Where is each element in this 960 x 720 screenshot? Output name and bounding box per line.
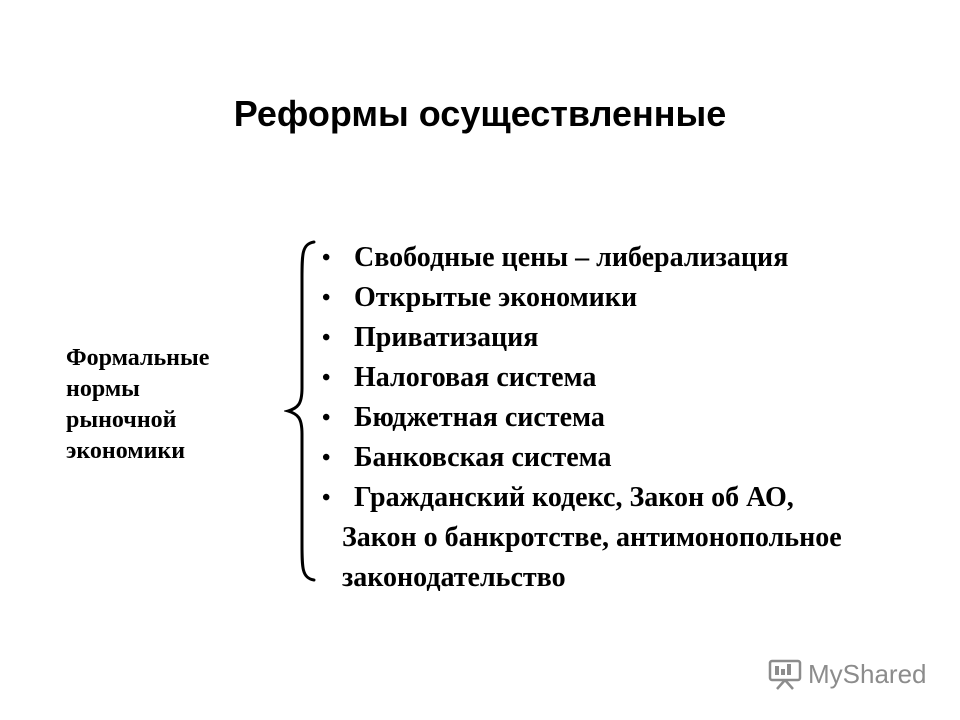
left-label [66, 343, 266, 467]
left-label-line: Формальные [66, 345, 210, 371]
list-item [318, 358, 948, 398]
list-item [318, 278, 948, 318]
list-item [318, 238, 948, 278]
list-item-text: Банковская система [354, 442, 612, 473]
list-item-text: Приватизация [354, 322, 539, 353]
list-item-text: Бюджетная система [354, 402, 605, 433]
watermark[interactable] [768, 656, 927, 692]
left-label-line: рыночной [66, 407, 177, 433]
list-item [318, 398, 948, 438]
bullet-icon: • [322, 445, 331, 471]
list-item [318, 318, 948, 358]
slide-title: Реформы осуществленные [233, 93, 727, 135]
list-item-continuation: Закон о банкротстве, антимонопольное [342, 522, 842, 553]
curly-brace-icon [284, 238, 318, 584]
watermark-text: MyShared [808, 658, 927, 689]
bullet-icon: • [322, 285, 331, 311]
list-item-text: Открытые экономики [354, 282, 638, 313]
bullet-icon: • [322, 245, 331, 271]
list-item-text: Свободные цены – либерализация [354, 242, 789, 273]
list-item [318, 438, 948, 478]
bullet-icon: • [322, 365, 331, 391]
list-item-text: Налоговая система [354, 362, 597, 393]
left-label-line: нормы [66, 376, 140, 402]
bullet-icon: • [322, 405, 331, 431]
list-item [318, 478, 948, 598]
left-label-line: экономики [66, 438, 186, 464]
list-item-text: Гражданский кодекс, Закон об АО, [354, 482, 794, 513]
bullet-icon: • [322, 325, 331, 351]
reform-list [318, 238, 948, 598]
projector-screen-icon [768, 658, 802, 690]
bullet-icon: • [322, 485, 331, 511]
list-item-continuation: законодательство [342, 562, 566, 593]
